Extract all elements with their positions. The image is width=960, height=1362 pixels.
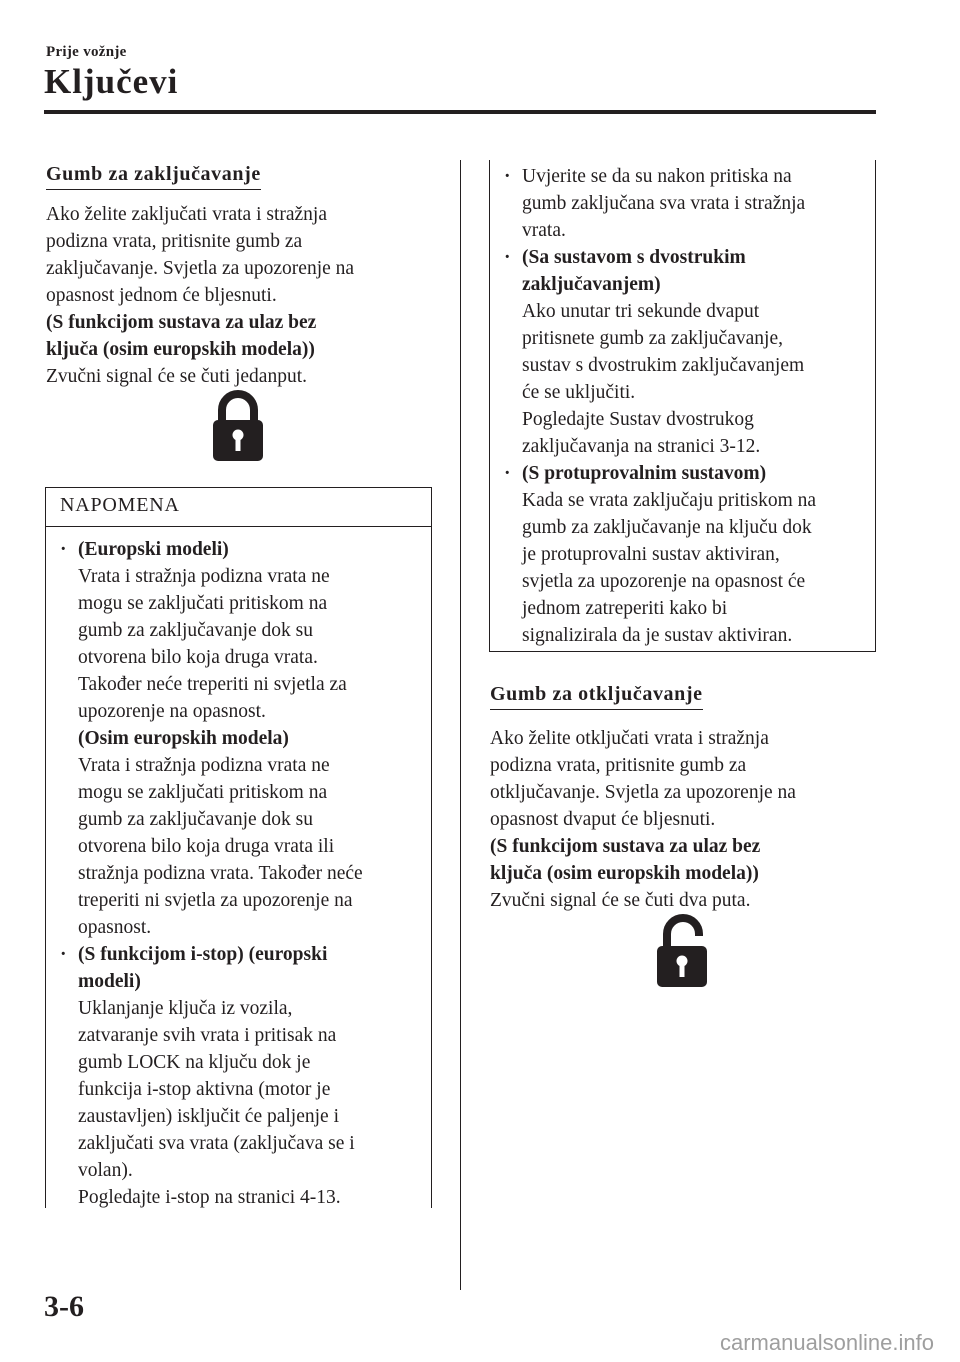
note-line: · (Sa sustavom s dvostrukim — [522, 247, 746, 268]
note-line: gumb za zaključavanje na ključu dok — [522, 517, 812, 538]
note-line: modeli) — [78, 971, 141, 992]
lock-keyless-line: (S funkcijom sustava za ulaz bez — [46, 312, 317, 333]
note-line: treperiti ni svjetla za upozorenje na — [78, 890, 353, 911]
note-line: Također neće treperiti ni svjetla za — [78, 674, 347, 695]
note-line: · (Europski modeli) — [78, 539, 229, 560]
note-line: · (S funkcijom i-stop) (europski — [78, 944, 328, 965]
note-line: · Uvjerite se da su nakon pritiska na — [522, 166, 792, 187]
lock-description — [46, 201, 446, 390]
unlock-keyless-line: ključa (osim europskih modela)) — [490, 863, 759, 884]
lock-text-line: Ako želite zaključati vrata i stražnja — [46, 204, 327, 225]
unlock-sound-text: Zvučni signal će se čuti dva puta. — [490, 890, 751, 911]
note-item — [46, 941, 429, 1211]
note-line: zaključavanja na stranici 3-12. — [522, 436, 761, 457]
note-item — [490, 460, 873, 649]
lock-sound-text: Zvučni signal će se čuti jedanput. — [46, 366, 308, 387]
watermark: carmanualsonline.info — [719, 1330, 934, 1355]
note-header — [46, 487, 431, 527]
lock-open-icon — [655, 912, 713, 993]
note-line: vrata. — [522, 220, 566, 241]
note-line: će se uključiti. — [522, 382, 636, 403]
unlock-keyless-line: (S funkcijom sustava za ulaz bez — [490, 836, 761, 857]
note-line: pritisnete gumb za zaključavanje, — [522, 328, 783, 349]
note-line: Pogledajte Sustav dvostrukog — [522, 409, 754, 430]
unlock-text-line: otključavanje. Svjetla za upozorenje na — [490, 782, 796, 803]
lock-heading: Gumb za zaključavanje — [46, 163, 261, 190]
note-line: Vrata i stražnja podizna vrata ne — [78, 566, 330, 587]
note-item — [490, 244, 873, 460]
note-line: signalizirala da je sustav aktiviran. — [522, 625, 793, 646]
column-divider — [460, 160, 461, 1290]
chapter-title: Ključevi — [44, 62, 179, 101]
note-line: zaključati sva vrata (zaključava se i — [78, 1133, 355, 1154]
note-line: gumb zaključana sva vrata i stražnja — [522, 193, 806, 214]
lock-keyless-line: ključa (osim europskih modela)) — [46, 339, 315, 360]
note-line: gumb za zaključavanje dok su — [78, 620, 313, 641]
section-label: Prije vožnje — [46, 44, 127, 60]
note-line: jednom zatreperiti kako bi — [522, 598, 728, 619]
note-line: mogu se zaključati pritiskom na — [78, 782, 328, 803]
note-line: otvorena bilo koja druga vrata ili — [78, 836, 335, 857]
unlock-description — [490, 725, 890, 914]
unlock-text-line: opasnost dvaput će bljesnuti. — [490, 809, 716, 830]
unlock-heading: Gumb za otključavanje — [490, 683, 703, 710]
note-line: volan). — [78, 1160, 133, 1181]
note-line: Pogledajte i-stop na stranici 4-13. — [78, 1187, 341, 1208]
lock-closed-icon — [211, 390, 265, 467]
lock-text-line: zaključavanje. Svjetla za upozorenje na — [46, 258, 355, 279]
note-box-continued — [489, 160, 876, 652]
note-line: zaključavanjem) — [522, 274, 661, 295]
note-line: zaustavljen) isključit će paljenje i — [78, 1106, 339, 1127]
note-line: stražnja podizna vrata. Također neće — [78, 863, 363, 884]
unlock-text-line: Ako želite otključati vrata i stražnja — [490, 728, 769, 749]
note-title: NAPOMENA — [60, 494, 180, 516]
note-line: Vrata i stražnja podizna vrata ne — [78, 755, 330, 776]
lock-text-line: podizna vrata, pritisnite gumb za — [46, 231, 303, 252]
lock-heading-wrap — [46, 163, 261, 190]
lock-text-line: opasnost jednom će bljesnuti. — [46, 285, 277, 306]
page-number: 3-6 — [44, 1290, 84, 1323]
note-line: Uklanjanje ključa iz vozila, — [78, 998, 293, 1019]
note-line: gumb za zaključavanje dok su — [78, 809, 313, 830]
note-line: funkcija i-stop aktivna (motor je — [78, 1079, 331, 1100]
unlock-text-line: podizna vrata, pritisnite gumb za — [490, 755, 747, 776]
note-line: upozorenje na opasnost. — [78, 701, 266, 722]
note-line: (Osim europskih modela) — [78, 728, 289, 749]
note-line: je protuprovalni sustav aktiviran, — [522, 544, 780, 565]
unlock-heading-wrap — [490, 683, 703, 710]
note-line: sustav s dvostrukim zaključavanjem — [522, 355, 805, 376]
note-line: Ako unutar tri sekunde dvaput — [522, 301, 760, 322]
note-line: mogu se zaključati pritiskom na — [78, 593, 328, 614]
note-item — [46, 536, 429, 941]
note-box — [45, 487, 432, 1208]
note-line: Kada se vrata zaključaju pritiskom na — [522, 490, 817, 511]
note-line: svjetla za upozorenje na opasnost će — [522, 571, 806, 592]
note-line: · (S protuprovalnim sustavom) — [522, 463, 767, 484]
note-line: gumb LOCK na ključu dok je — [78, 1052, 311, 1073]
note-line: opasnost. — [78, 917, 152, 938]
note-line: otvorena bilo koja druga vrata. — [78, 647, 318, 668]
header-rule — [44, 110, 876, 114]
note-item — [490, 163, 873, 244]
note-line: zatvaranje svih vrata i pritisak na — [78, 1025, 337, 1046]
